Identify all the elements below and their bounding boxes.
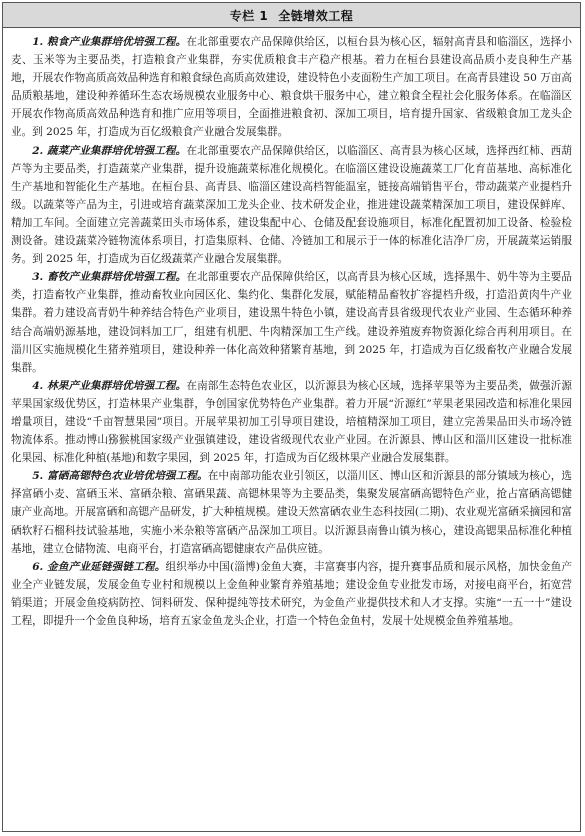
column-label: 专栏 1 [229,8,269,23]
section-fruit [11,377,572,467]
section-body: 在北部重要农产品保障供给区，以临淄区、高青县为核心区域，选择西红柿、西葫芦等为主要品类，打造蔬菜产业集群，提升设施蔬菜标准化规模化。在临淄区建设设施蔬菜工厂化育苗基地、高标准化生产基地和智能化生产基地。在桓台县、高青县、临淄区建设高档智能温室，链接高端销售平台，带动蔬菜产业提档升级。以蔬菜等产品为主，引进或培育蔬菜深加工龙头企业、技术研发企业，推进建设蔬菜精深加工项目，建设保鲜库、精加工车间。全面建立完善蔬菜田头市场体系，建设集配中心、仓储及配套设施项目，标准化配置初加工设备、检验检测设备。建设蔬菜冷链物流体系项目，打造集原料、仓储、冷链加工和展示于一体的标准化洁净厂房，开展蔬菜运销服务。到 2025 年，打造成为百亿级蔬菜产业融合发展集群。 [11,144,572,266]
section-body: 在北部重要农产品保障供给区，以高青县为核心区域，选择黑牛、奶牛等为主要品类，打造畜牧产业集群，推动畜牧业向园区化、集约化、集群化发展，赋能精品畜牧扩容提档升级，打造沿黄肉牛产业集群。着力建设高青奶牛种养结合特色产业项目，建设黑牛特色小镇，建设高青县省级现代农业产业园、生态循环种养结合高端奶源基地，建设饲料加工厂，组建有机肥、牛肉精深加工生产线。建设养殖废弃物资源化综合再利用项目。在淄川区实施规模化生猪养殖项目，建设种养一体化高效种猪繁育基地，到 2025 年，打造成为百亿级畜牧产业融合发展集群。 [11,271,572,374]
column-box [2,2,581,832]
section-title: 6. 金鱼产业延链强链工程。 [32,560,166,573]
section-title: 2. 蔬菜产业集群培优培强工程。 [32,144,187,157]
section-body: 在中南部功能农业引领区，以淄川区、博山区和沂源县的部分镇域为核心，选择富硒小麦、富硒玉米、富硒杂粮、富硒果蔬、高锶林果等为主要品类，集聚发展富硒高锶特色产业，抢占富硒高锶健康产业高地。开展富硒和高锶产品研发，扩大种植规模。建设天然富硒农业生态科技园(二期)、农业观光富硒采摘园和富硒软籽石榴科技试验基地，实施小米杂粮等富硒产品深加工项目。以沂源县南鲁山镇为核心，建设高锶果品标准化种植基地，建立仓储物流、电商平台，打造富硒高锶健康农产品供应链。 [11,470,573,555]
section-selenium [11,467,572,557]
section-body: 在北部重要农产品保障供给区，以桓台县为核心区，辐射高青县和临淄区，选择小麦、玉米等为主要品类，打造粮食产业集群，夯实优质粮食丰产稳产根基。着力在桓台县建设高品质小麦良种生产基地，开展农作物高质高效品种选育和粮食绿色高质高效建设，建设特色小麦面粉生产加工项目。在高青县建设 50 万亩高品质粮基地，建设种养循环生态农场规模农业服务中心、粮食烘干服务中心，建立粮食全程社会化服务体系。在临淄区开展农作物高质高效品种选育和推广应用等项目，全面推进粮食初、深加工项目，培育提升国家、省级粮食加工龙头企业。到 2025 年，打造成为百亿级粮食产业融合发展集群。 [11,36,572,139]
section-title: 1. 粮食产业集群培优培强工程。 [32,36,187,48]
section-vegetable [11,142,572,269]
section-livestock [11,268,572,377]
column-title: 全链增效工程 [278,8,354,23]
section-goldfish [11,558,572,630]
section-body: 在南部生态特色农业区，以沂源县为核心区域，选择苹果等为主要品类，做强沂源苹果国家级优势区，打造林果产业集群，争创国家优势特色产业集群。着力开展“沂源红”苹果老果园改造和标准化果园增量项目，建设“千亩智慧果园”项目。开展苹果初加工引导项目建设，培植精深加工项目，建立完善果品田头市场冷链物流体系。推动博山猕猴桃国家级产业强镇建设，建设省级现代农业产业园。在沂源县、博山区和淄川区建设一批标准化果园、标准化种植(基地)和数字果园，到 2025 年，打造成为百亿级林果产业融合发展集群。 [11,379,572,465]
section-title: 4. 林果产业集群培优培强工程。 [32,379,187,392]
section-body: 组织举办中国(淄博)金鱼大赛，丰富赛事内容，提升赛事品质和展示风格，加快金鱼产业全产业链发展，发展金鱼专业村和规模以上金鱼种业繁育养殖基地；建设金鱼专业批发市场，对接电商平台，拓宽营销渠道；开展金鱼疫病防控、饲料研发、保种提纯等技术研究，为金鱼产业提供技术和人才支撑。实施“一五一十”建设工程，即提升一个金鱼良种场，培育五家金鱼龙头企业，打造一个特色金鱼村，发展十处规模金鱼养殖基地。 [11,560,573,627]
section-grain [11,33,572,142]
section-title: 3. 畜牧产业集群培优培强工程。 [32,271,187,284]
column-header [3,3,580,28]
column-content [3,28,580,630]
section-title: 5. 富硒高锶特色农业培优培强工程。 [32,470,208,483]
